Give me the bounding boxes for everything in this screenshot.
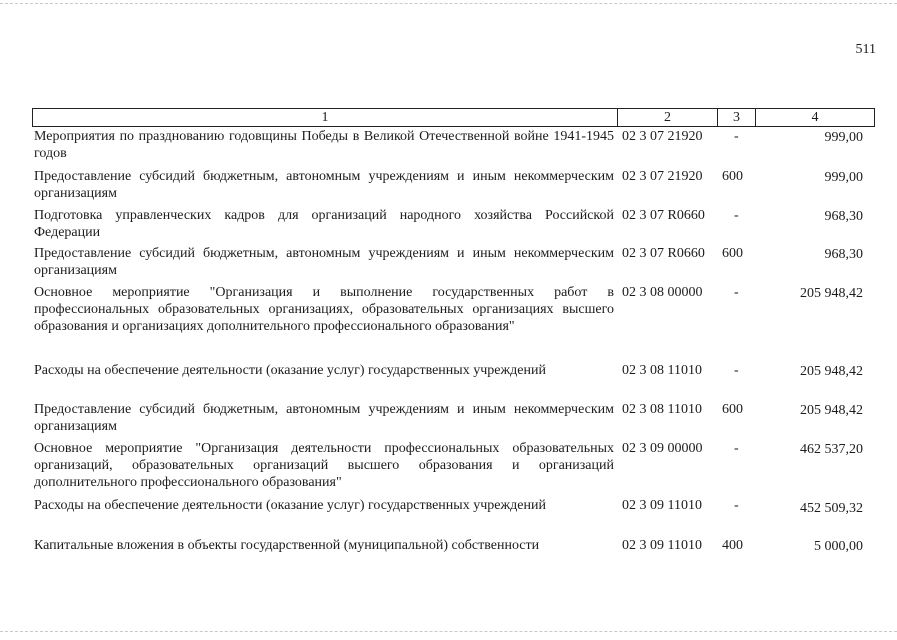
row-name: Основное мероприятие "Организация деятельности профессиональных образовательных организаций, образовательных организаций высшего образования и организаций дополнительного профессионального образования" [34,441,614,490]
row-vr: 600 [722,169,743,184]
row-vr: 600 [722,246,743,261]
row-amount: 205 948,42 [800,403,863,418]
row-code: 02 3 07 21920 [622,169,703,184]
table-header [32,108,875,127]
row-name: Предоставление субсидий бюджетным, автономным учреждениям и иным некоммерческим организациям [34,402,614,434]
scan-edge-bottom [0,631,897,632]
row-amount: 999,00 [824,130,863,145]
row-vr: - [734,285,739,300]
row-amount: 999,00 [824,170,863,185]
row-amount: 968,30 [824,247,863,262]
row-vr: - [734,208,739,223]
row-name: Расходы на обеспечение деятельности (оказание услуг) государственных учреждений [34,498,546,513]
row-name: Капитальные вложения в объекты государственной (муниципальной) собственности [34,538,540,553]
row-name: Мероприятия по празднованию годовщины Победы в Великой Отечественной войне 1941-1945 годов [34,129,614,161]
row-amount: 452 509,32 [800,501,863,516]
row-code: 02 3 07 21920 [622,129,703,144]
row-code: 02 3 08 11010 [622,363,702,378]
row-code: 02 3 07 R0660 [622,208,705,223]
header-col-3: 3 [718,109,756,126]
header-col-1: 1 [33,109,618,126]
page-number: 511 [855,42,876,57]
header-col-2: 2 [618,109,718,126]
row-name: Подготовка управленческих кадров для организаций народного хозяйства Российской Федерации [34,208,614,240]
row-code: 02 3 08 00000 [622,285,703,300]
row-amount: 5 000,00 [814,539,863,554]
row-code: 02 3 07 R0660 [622,246,705,261]
row-name: Предоставление субсидий бюджетным, автономным учреждениям и иным некоммерческим организациям [34,246,614,278]
row-code: 02 3 09 00000 [622,441,703,456]
row-amount: 462 537,20 [800,442,863,457]
row-code: 02 3 08 11010 [622,402,702,417]
row-name: Предоставление субсидий бюджетным, автономным учреждениям и иным некоммерческим организациям [34,169,614,201]
header-col-4: 4 [811,110,819,125]
row-vr: - [734,363,739,378]
row-amount: 968,30 [824,209,863,224]
row-code: 02 3 09 11010 [622,538,702,553]
scan-edge-top [0,3,897,4]
row-name: Расходы на обеспечение деятельности (оказание услуг) государственных учреждений [34,363,546,378]
row-amount: 205 948,42 [800,364,863,379]
row-vr: - [734,498,739,513]
row-code: 02 3 09 11010 [622,498,702,513]
row-vr: - [734,129,739,144]
row-vr: 600 [722,402,743,417]
row-amount: 205 948,42 [800,286,863,301]
row-name: Основное мероприятие "Организация и выполнение государственных работ в профессиональных образовательных организациях, образовательных организациях высшего образования и организациях дополнительного профессионального образования" [34,285,614,334]
row-vr: 400 [722,538,743,553]
row-vr: - [734,441,739,456]
